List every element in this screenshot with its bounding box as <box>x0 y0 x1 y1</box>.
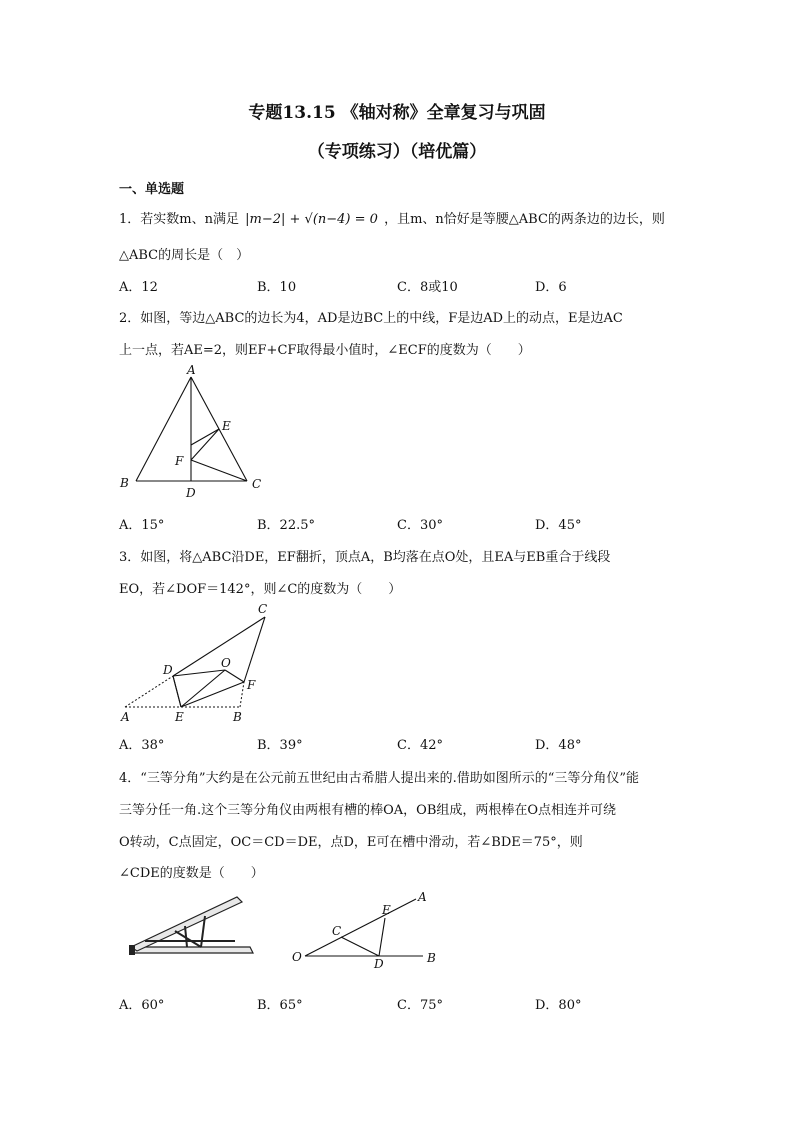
q4-trisector-device-image <box>125 893 260 963</box>
q3-figure <box>115 600 275 725</box>
q2-label-d: D <box>186 486 196 498</box>
q4-segment-cd <box>341 937 379 956</box>
q1-option-b[interactable]: B．10 <box>257 280 297 295</box>
q2-segment-aux <box>191 429 219 445</box>
q3-label-e: E <box>175 710 184 724</box>
q2-line1: 2．如图，等边△ABC的边长为4，AD是边BC上的中线，F是边AD上的动点，E是边AC <box>119 311 623 326</box>
q2-figure <box>115 363 275 498</box>
q3-option-c[interactable]: C．42° <box>397 738 443 753</box>
q2-option-b[interactable]: B．22.5° <box>257 518 315 533</box>
q4-label-a: A <box>418 890 427 904</box>
q4-ray-oa <box>305 899 416 956</box>
q3-option-a[interactable]: A．38° <box>119 738 165 753</box>
q4-option-d[interactable]: D．80° <box>535 998 582 1013</box>
q4-figure <box>288 890 438 970</box>
q3-side-cf <box>244 617 265 682</box>
q3-label-b: B <box>233 710 242 724</box>
q2-option-d[interactable]: D．45° <box>535 518 582 533</box>
q4-line4: ∠CDE的度数是（ ） <box>119 866 264 881</box>
q3-option-b[interactable]: B．39° <box>257 738 303 753</box>
q4-label-o: O <box>292 950 302 964</box>
q2-label-b: B <box>120 476 129 490</box>
q3-label-o: O <box>221 656 231 670</box>
q3-dotted-ad <box>125 676 173 707</box>
q1-formula: |m−2| + √(n−4) = 0 <box>245 212 378 227</box>
q4-option-b[interactable]: B．65° <box>257 998 303 1013</box>
q2-line2: 上一点，若AE=2，则EF+CF取得最小值时，∠ECF的度数为（ ） <box>119 343 531 358</box>
q3-label-c: C <box>258 602 268 616</box>
q4-option-a[interactable]: A．60° <box>119 998 165 1013</box>
q4-line3: O转动，C点固定，OC＝CD＝DE，点D，E可在槽中滑动，若∠BDE＝75°，则 <box>119 835 583 850</box>
q1-option-a[interactable]: A．12 <box>119 280 158 295</box>
q1-text-pre: 1．若实数m、n满足 <box>119 212 239 227</box>
q3-dotted-bf <box>240 682 244 707</box>
q3-segment-ef <box>181 682 244 707</box>
q2-option-c[interactable]: C．30° <box>397 518 443 533</box>
q1-line2: △ABC的周长是（ ） <box>119 248 250 263</box>
q3-line1: 3．如图，将△ABC沿DE，EF翻折，顶点A，B均落在点O处，且EA与EB重合于线段 <box>119 550 611 565</box>
q4-segment-de <box>379 918 385 956</box>
q3-label-f: F <box>247 678 256 692</box>
q3-segment-of <box>225 670 244 682</box>
q4-link-aux <box>185 926 187 947</box>
page-subtitle: （专项练习）（培优篇） <box>307 142 487 162</box>
q4-label-e: E <box>382 903 391 917</box>
q3-option-d[interactable]: D．48° <box>535 738 582 753</box>
page-title: 专题13.15 《轴对称》全章复习与巩固 <box>248 103 546 123</box>
q4-option-c[interactable]: C．75° <box>397 998 443 1013</box>
q3-side-dc <box>173 617 265 676</box>
q1-option-c[interactable]: C．8或10 <box>397 280 458 295</box>
q3-segment-eo <box>181 670 225 707</box>
q3-fold-line <box>173 676 181 707</box>
q4-link-cd <box>175 931 201 947</box>
q3-label-a: A <box>121 710 130 724</box>
q3-label-d: D <box>163 663 173 677</box>
q2-label-a: A <box>187 363 196 377</box>
q2-segment-fe <box>191 429 219 460</box>
q4-label-b: B <box>427 951 436 965</box>
q1-text-post: ，且m、n恰好是等腰△ABC的两条边的边长，则 <box>384 212 665 227</box>
q3-line2: EO，若∠DOF＝142°，则∠C的度数为（ ） <box>119 582 402 597</box>
q2-label-e: E <box>222 419 231 433</box>
q4-label-d: D <box>374 957 384 970</box>
q1-line1 <box>119 208 665 227</box>
q4-hinge <box>129 945 135 955</box>
q2-label-c: C <box>252 477 262 491</box>
q4-rod-ob <box>131 947 253 953</box>
q1-option-d[interactable]: D．6 <box>535 280 567 295</box>
q2-option-a[interactable]: A．15° <box>119 518 165 533</box>
q2-label-f: F <box>175 454 184 468</box>
q4-line2: 三等分任一角.这个三等分角仪由两根有槽的棒OA，OB组成，两根棒在O点相连并可绕 <box>119 803 617 818</box>
q4-line1: 4．“三等分角”大约是在公元前五世纪由古希腊人提出来的.借助如图所示的“三等分角仪”能 <box>119 771 639 786</box>
section-heading: 一、单选题 <box>119 182 185 197</box>
q2-segment-fc <box>191 460 247 481</box>
q4-label-c: C <box>332 924 342 938</box>
